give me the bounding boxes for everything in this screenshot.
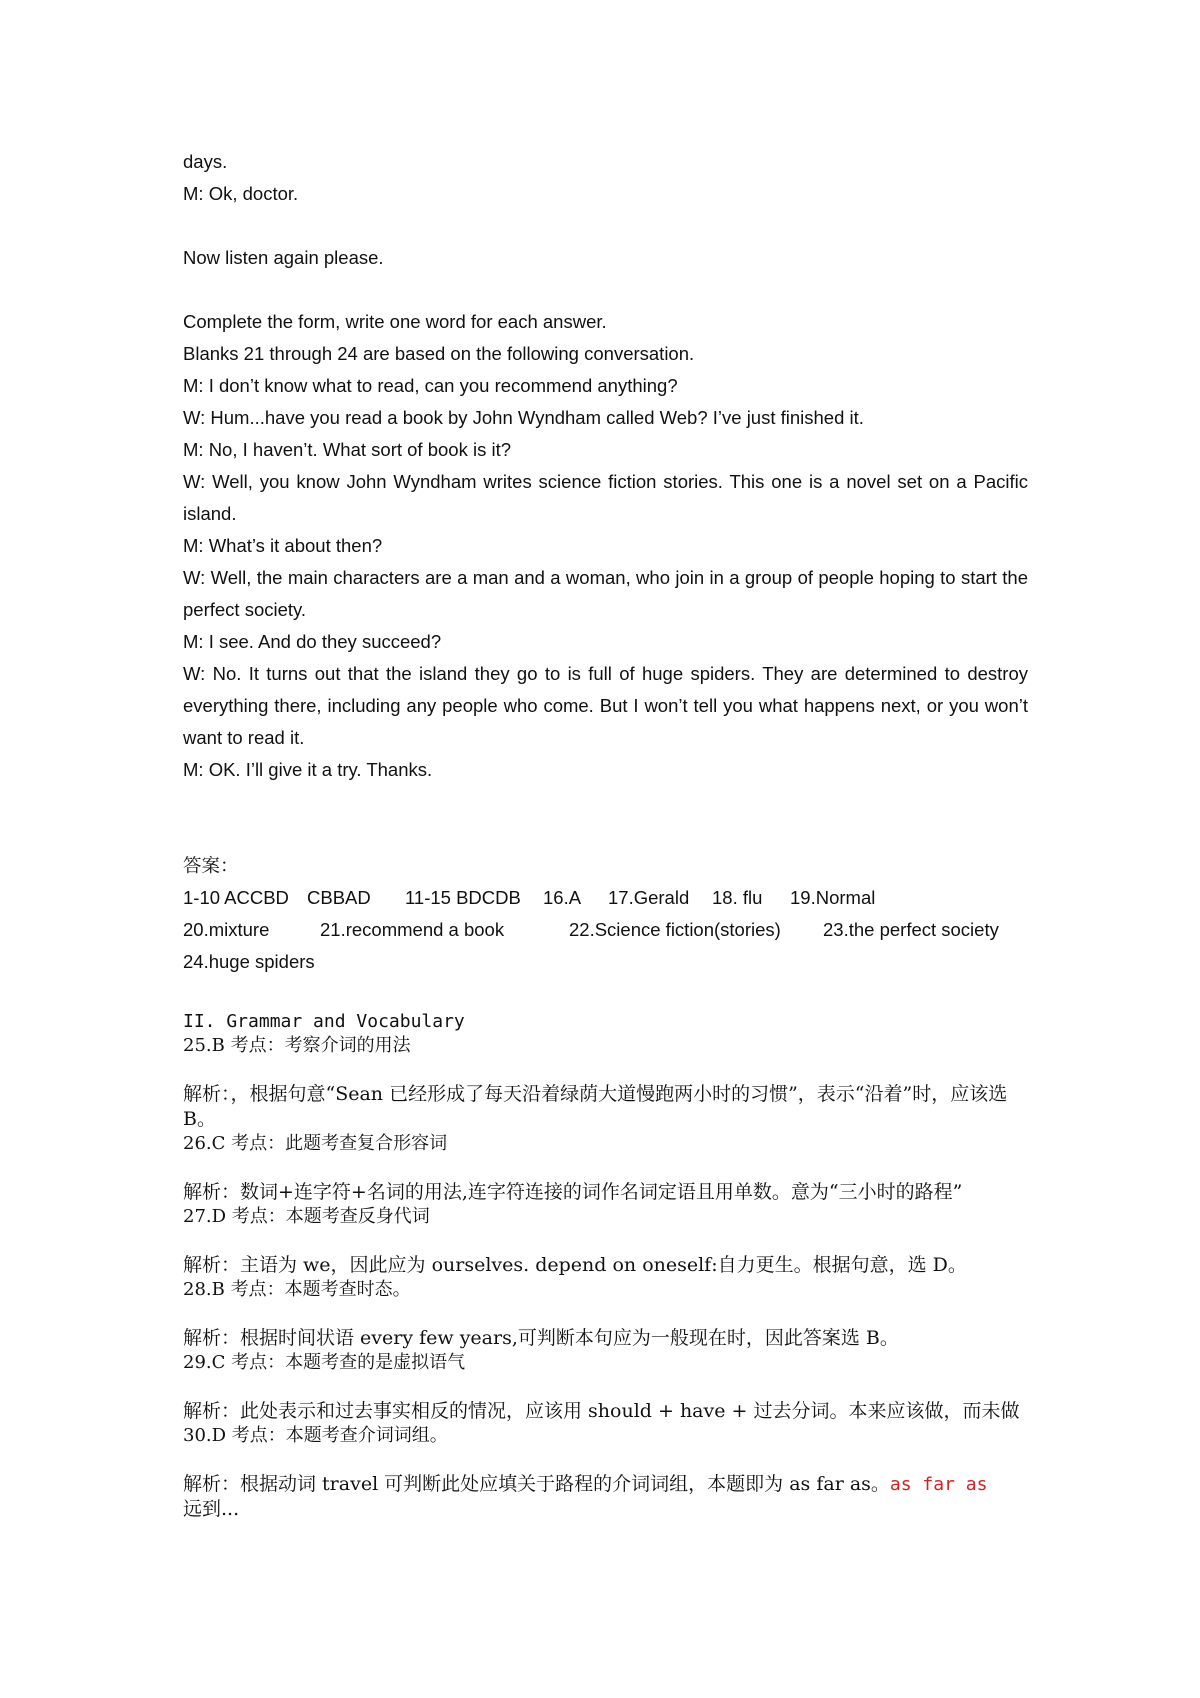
answer-item: CBBAD xyxy=(307,887,371,908)
answer-item: 21.recommend a book xyxy=(320,919,505,940)
answers-heading: 答案： xyxy=(183,855,239,876)
explanation: 解析：数词+连字符+名词的用法,连字符连接的词作名词定语且用单数。意为“三小时的路程” xyxy=(183,1181,963,1203)
text-line: days. xyxy=(183,151,228,172)
dialogue-line: M: OK. I’ll give it a try. Thanks. xyxy=(183,759,433,780)
question-answer: 28.B 考点：本题考查时态。 xyxy=(183,1279,411,1300)
question-answer: 30.D 考点：本题考查介词词组。 xyxy=(183,1425,448,1446)
dialogue-line: W: No. It turns out that the island they go to is full of huge spiders. They are determined to destroy everything there, including any people who come. But I won’t tell you what happens next, or you won’t want to read it. xyxy=(183,663,1028,748)
answer-item: 19.Normal xyxy=(790,887,876,908)
answer-item: 22.Science fiction(stories) xyxy=(569,919,781,940)
dialogue-line: W: Well, the main characters are a man and a woman, who join in a group of people hoping to start the perfect society. xyxy=(183,567,1028,620)
dialogue-line: M: I don’t know what to read, can you recommend anything? xyxy=(183,375,678,396)
text-line: M: Ok, doctor. xyxy=(183,183,299,204)
highlight-phrase: as far as xyxy=(889,1474,988,1495)
question-answer: 27.D 考点：本题考查反身代词 xyxy=(183,1206,430,1227)
answer-item: 20.mixture xyxy=(183,919,270,940)
answer-item: 11-15 BDCDB xyxy=(405,887,521,908)
answer-item: 17.Gerald xyxy=(608,887,690,908)
dialogue-line: M: No, I haven’t. What sort of book is it? xyxy=(183,439,511,460)
instruction-line: Complete the form, write one word for each answer. xyxy=(183,311,607,332)
answers-row xyxy=(183,882,1028,914)
question-answer: 25.B 考点：考察介词的用法 xyxy=(183,1035,411,1056)
explanation-last xyxy=(183,1472,1028,1522)
question-answer: 26.C 考点：此题考查复合形容词 xyxy=(183,1133,448,1154)
dialogue-line: W: Well, you know John Wyndham writes science fiction stories. This one is a novel set on a Pacific island. xyxy=(183,471,1028,524)
answer-item: 1-10 ACCBD xyxy=(183,887,289,908)
text-line: Now listen again please. xyxy=(183,247,384,268)
answer-item: 24.huge spiders xyxy=(183,951,315,972)
answers-row xyxy=(183,914,1028,946)
instruction-line: Blanks 21 through 24 are based on the following conversation. xyxy=(183,343,695,364)
question-answer: 29.C 考点：本题考查的是虚拟语气 xyxy=(183,1352,466,1373)
dialogue-line: M: I see. And do they succeed? xyxy=(183,631,442,652)
explanation-text: 解析：根据动词 travel 可判断此处应填关于路程的介词词组，本题即为 as far as。 xyxy=(183,1473,890,1495)
explanation: 解析：此处表示和过去事实相反的情况，应该用 should + have + 过去分词。本来应该做，而未做 xyxy=(183,1400,1020,1422)
explanation: 解析：根据时间状语 every few years,可判断本句应为一般现在时，因此答案选 B。 xyxy=(183,1327,899,1349)
answer-item: 18. flu xyxy=(712,887,763,908)
explanation: 解析：，根据句意“Sean 已经形成了每天沿着绿荫大道慢跑两小时的习惯”，表示“沿着”时，应该选 B。 xyxy=(183,1083,1008,1130)
explanation: 解析：主语为 we，因此应为 ourselves. depend on oneself:自力更生。根据句意，选 D。 xyxy=(183,1254,967,1276)
page-content xyxy=(183,146,1028,1522)
dialogue-line: M: What’s it about then? xyxy=(183,535,383,556)
dialogue-line: W: Hum...have you read a book by John Wyndham called Web? I’ve just finished it. xyxy=(183,407,864,428)
answer-item: 16.A xyxy=(543,887,582,908)
section-title: II. Grammar and Vocabulary xyxy=(183,1011,465,1032)
answer-item: 23.the perfect society xyxy=(823,919,999,940)
answers-row xyxy=(183,946,1028,978)
explanation-tail: 远到... xyxy=(183,1498,240,1520)
